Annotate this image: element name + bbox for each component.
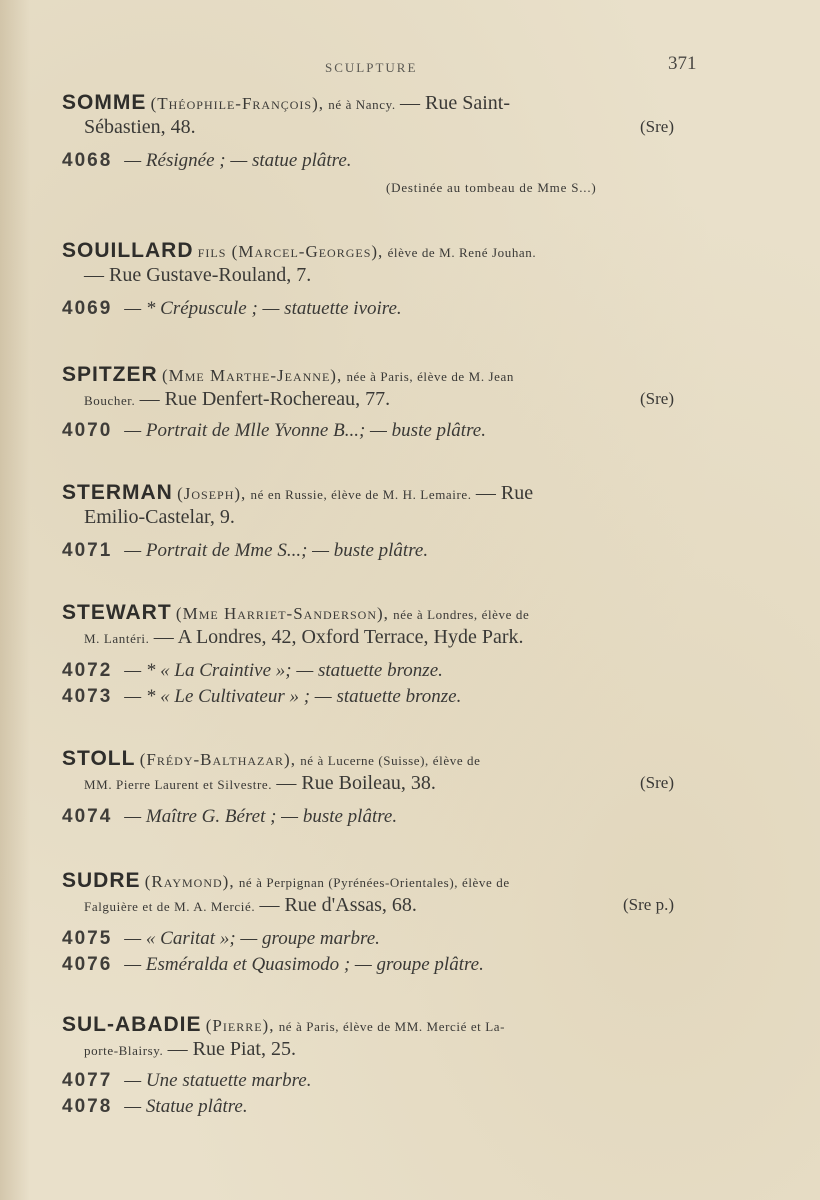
artist-address: — Rue Piat, 25.	[167, 1038, 296, 1060]
work-number: 4073	[62, 686, 113, 707]
artist-info: élève de M. René Jouhan.	[387, 245, 537, 260]
work-number: 4070	[62, 420, 113, 441]
work-item	[62, 1070, 311, 1092]
artist-address: — Rue Saint-	[399, 92, 510, 114]
artist-entry-souillard	[62, 240, 702, 287]
status-mark: (Sre)	[640, 117, 674, 136]
work-title: — « Caritat »; — groupe marbre.	[124, 928, 380, 949]
artist-given-name: (Raymond),	[144, 872, 235, 891]
artist-entry-sterman	[62, 482, 702, 529]
artist-address: Sébastien, 48.	[84, 116, 196, 138]
work-item	[62, 150, 352, 172]
artist-address: — Rue d'Assas, 68.	[259, 894, 417, 916]
artist-info: née à Londres, élève de	[393, 607, 530, 622]
artist-info: né à Lucerne (Suisse), élève de	[300, 753, 481, 768]
artist-given-name: (Pierre),	[205, 1016, 275, 1035]
work-number: 4072	[62, 660, 113, 681]
work-item	[62, 954, 484, 976]
artist-entry-stewart	[62, 602, 702, 650]
work-title: — Maître G. Béret ; — buste plâtre.	[124, 806, 398, 827]
artist-address: — Rue Gustave-Rouland, 7.	[84, 264, 312, 286]
artist-teacher: Boucher.	[84, 393, 136, 408]
work-number: 4074	[62, 806, 113, 827]
artist-given-name: (Théophile-François),	[150, 94, 324, 113]
work-note: (Destinée au tombeau de Mme S...)	[386, 180, 597, 195]
work-title: — Portrait de Mme S...; — buste plâtre.	[124, 540, 429, 561]
artist-info: né à Nancy.	[328, 97, 396, 112]
artist-entry-spitzer	[62, 364, 702, 412]
work-title: — Résignée ; — statue plâtre.	[124, 150, 352, 171]
artist-info: né en Russie, élève de M. H. Lemaire.	[250, 487, 472, 502]
artist-teacher: Falguière et de M. A. Mercié.	[84, 899, 256, 914]
artist-given-name: (Frédy-Balthazar),	[139, 750, 296, 769]
page-header-title: SCULPTURE	[325, 60, 418, 75]
work-number: 4069	[62, 298, 113, 319]
work-item	[62, 806, 397, 828]
work-number: 4077	[62, 1070, 113, 1091]
artist-name: STERMAN	[62, 481, 173, 504]
work-title: — Une statuette marbre.	[124, 1070, 312, 1091]
work-item	[62, 1096, 248, 1118]
artist-name: SOUILLARD	[62, 239, 194, 262]
artist-entry-sul-abadie	[62, 1014, 702, 1062]
artist-teacher: M. Lantéri.	[84, 631, 150, 646]
status-mark: (Sre)	[640, 389, 674, 408]
artist-name: SUDRE	[62, 869, 141, 892]
work-title: — * Crépuscule ; — statuette ivoire.	[124, 298, 402, 319]
work-number: 4078	[62, 1096, 113, 1117]
work-number: 4071	[62, 540, 113, 561]
artist-address: — Rue Denfert-Rochereau, 77.	[139, 388, 391, 410]
work-title: — Statue plâtre.	[124, 1096, 248, 1117]
artist-address: — A Londres, 42, Oxford Terrace, Hyde Park.	[153, 626, 524, 648]
work-number: 4076	[62, 954, 113, 975]
artist-given-name: (Joseph),	[177, 484, 247, 503]
artist-info: né à Perpignan (Pyrénées-Orientales), élève de	[238, 875, 510, 890]
artist-entry-stoll	[62, 748, 702, 796]
work-number: 4075	[62, 928, 113, 949]
artist-name: SUL-ABADIE	[62, 1013, 202, 1036]
status-mark: (Sre p.)	[623, 895, 674, 914]
work-item	[62, 686, 461, 708]
artist-given-name: fils (Marcel-Georges),	[197, 242, 384, 261]
artist-teacher: porte-Blairsy.	[84, 1043, 164, 1058]
work-item	[62, 928, 380, 950]
artist-name: SPITZER	[62, 363, 158, 386]
page-number: 371	[668, 53, 697, 74]
artist-given-name: (Mme Harriet-Sanderson),	[175, 604, 389, 623]
artist-entry-sudre	[62, 870, 702, 918]
artist-address: Emilio-Castelar, 9.	[84, 506, 235, 528]
artist-name: SOMME	[62, 91, 147, 114]
artist-name: STEWART	[62, 601, 172, 624]
work-item	[62, 298, 402, 320]
artist-entry-somme	[62, 92, 702, 139]
work-title: — * « La Craintive »; — statuette bronze.	[124, 660, 443, 681]
artist-address: — Rue	[475, 482, 534, 504]
artist-info: née à Paris, élève de M. Jean	[346, 369, 515, 384]
status-mark: (Sre)	[640, 773, 674, 792]
work-item	[62, 660, 443, 682]
work-number: 4068	[62, 150, 113, 171]
work-item	[62, 420, 486, 442]
artist-name: STOLL	[62, 747, 136, 770]
work-title: — Esméralda et Quasimodo ; — groupe plâtre.	[124, 954, 484, 975]
artist-info: né à Paris, élève de MM. Mercié et La-	[278, 1019, 506, 1034]
work-title: — * « Le Cultivateur » ; — statuette bronze.	[124, 686, 462, 707]
artist-given-name: (Mme Marthe-Jeanne),	[161, 366, 343, 385]
work-title: — Portrait de Mlle Yvonne B...; — buste plâtre.	[124, 420, 486, 441]
artist-teacher: MM. Pierre Laurent et Silvestre.	[84, 777, 273, 792]
work-item	[62, 540, 428, 562]
artist-address: — Rue Boileau, 38.	[276, 772, 436, 794]
